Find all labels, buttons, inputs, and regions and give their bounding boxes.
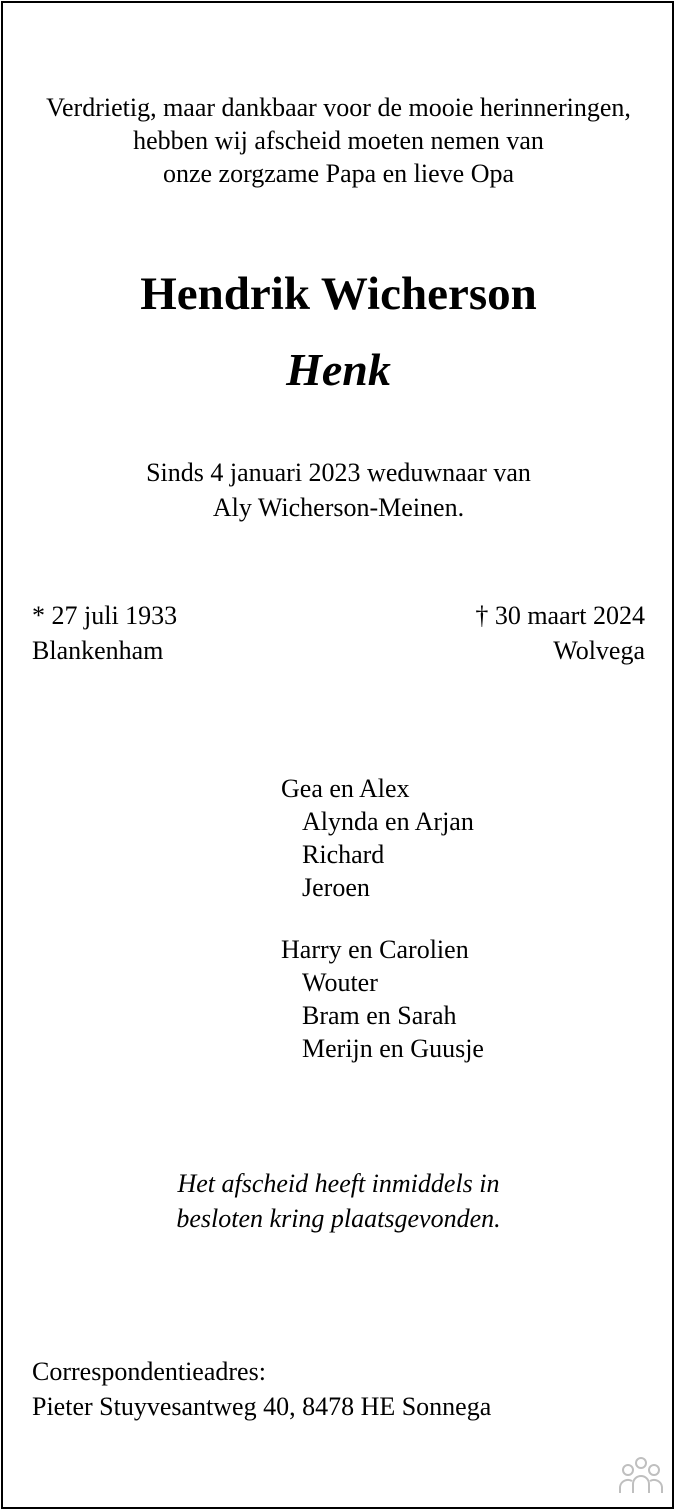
family-group-1 (281, 772, 474, 904)
birth-date: * 27 juli 1933 (32, 601, 178, 630)
intro-line-2: hebben wij afscheid moeten nemen van (133, 126, 544, 155)
birth-place: Blankenham (32, 636, 164, 665)
family-head: Harry en Carolien (281, 935, 469, 964)
intro-line-1: Verdrietig, maar dankbaar voor de mooie herinneringen, (46, 93, 631, 122)
family-member: Alynda en Arjan (302, 807, 474, 836)
family-member: Merijn en Guusje (302, 1034, 484, 1063)
family-head: Gea en Alex (281, 774, 410, 803)
death-date: † 30 maart 2024 (475, 601, 645, 630)
farewell-line-1: Het afscheid heeft inmiddels in (177, 1169, 500, 1198)
deceased-nickname: Henk (286, 344, 391, 395)
family-group-2 (281, 933, 484, 1065)
widower-text (0, 455, 677, 525)
family-member: Wouter (302, 968, 378, 997)
correspondence-address (32, 1354, 491, 1424)
family-member: Bram en Sarah (302, 1001, 457, 1030)
deceased-name: Hendrik Wicherson (140, 268, 537, 320)
family-member: Jeroen (302, 873, 370, 902)
intro-line-3: onze zorgzame Papa en lieve Opa (162, 159, 515, 188)
family-member: Richard (302, 840, 385, 869)
farewell-text (0, 1166, 677, 1236)
death-place: Wolvega (553, 636, 645, 665)
life-dates (32, 598, 645, 668)
correspondence-street: Pieter Stuyvesantweg 40, 8478 HE Sonnega (32, 1392, 492, 1421)
dates-row (32, 598, 645, 633)
widower-line-2: Aly Wicherson-Meinen. (212, 493, 465, 522)
intro-text (0, 91, 677, 190)
correspondence-label: Correspondentieadres: (32, 1357, 266, 1386)
people-group-icon (618, 1456, 664, 1494)
farewell-line-2: besloten kring plaatsgevonden. (176, 1204, 501, 1233)
widower-line-1: Sinds 4 januari 2023 weduwnaar van (146, 458, 531, 487)
announcement-border (1, 1, 674, 1509)
places-row (32, 633, 645, 668)
